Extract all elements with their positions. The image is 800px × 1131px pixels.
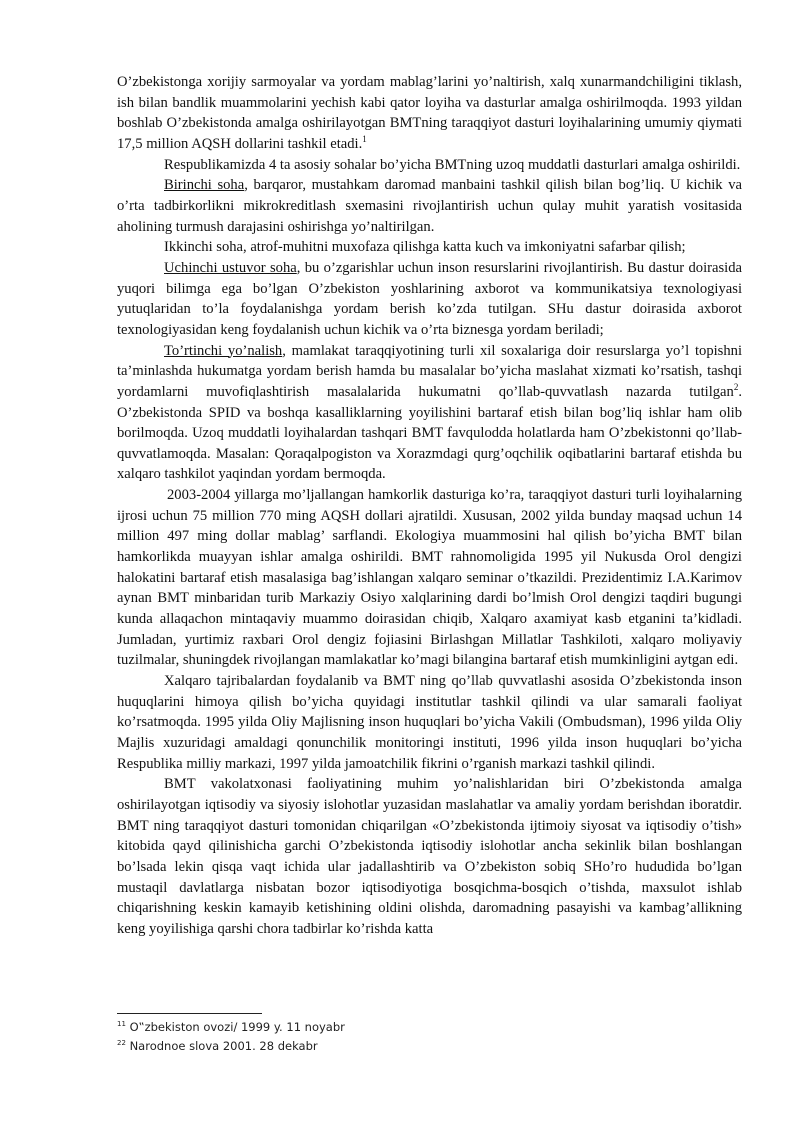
footnote-ref-1[interactable]: 1 <box>362 134 367 145</box>
footnote-2 <box>117 1037 742 1056</box>
footnote-divider <box>117 1013 262 1014</box>
footnote-text: O‟zbekiston ovozi/ 1999 y. 11 noyabr <box>125 1020 345 1034</box>
paragraph-text: , bu o’zgarishlar uchun inson resurslarini rivojlantirish. Bu dastur doirasida yuqori bilimga ega bo’lgan O’zbekiston yoshlarining axborot va kommunikatsiya texnologiyasi yutuqlaridan to’la foydalanishga yordam berish ko’zda tutilgan. SHu dastur doirasida axborot texnologiyasidan keng foydalanish uchun kichik va o’rta biznesga yordam beriladi; <box>117 259 742 338</box>
paragraph-6 <box>117 341 742 486</box>
heading-underlined: To’rtinchi yo’nalish <box>164 342 283 359</box>
paragraph-7: 2003-2004 yillarga mo’ljallangan hamkorlik dasturiga ko’ra, taraqqiyot dasturi turli loyihalarning ijrosi uchun 75 million 770 ming AQSH dollari ajratildi. Xususan, 2002 yilda bunday maqsad uchun 14 million 497 ming dollar mablag’ sarflandi. Ekologiya muammosini hal qilish bo’yicha BMT bilan hamkorlikda muayyan ishlar amalga oshirildi. BMT rahnomoligida 1995 yil Nukusda Orol dengizi halokatini bartaraf etish masalasiga bag’ishlangan xalqaro seminar o’tkazildi. Prezidentimiz I.A.Karimov aynan BMT minbaridan turib Markaziy Osiyo xalqlarining dardi bo’lmish Orol dengizi taqdiri bugungi kunda allaqachon mintaqaviy muammo doirasidan chiqib, Xalqaro axamiyat kasb etganini ta’kidladi. Jumladan, yurtimiz raxbari Orol dengiz fojiasini Birlashgan Millatlar Tashkiloti, xalqaro moliyaviy tuzilmalar, shuningdek rivojlangan mamlakatlar ko’magi bilangina bartaraf etish mumkinligini aytgan edi. <box>117 487 742 669</box>
paragraph-1 <box>117 72 742 155</box>
body-text <box>117 72 742 940</box>
heading-underlined: Birinchi soha <box>164 177 245 194</box>
footnote-mark: 11 <box>117 1020 126 1029</box>
paragraph-text: O’zbekistonga xorijiy sarmoyalar va yordam mablag’larini yo’naltirish, xalq xunarmandchiligini tiklash, ish bilan bandlik muammolarini yechish kabi qator loyiha va dasturlar amalga oshirilmoqda. 1993 yildan boshlab O’zbekistonda amalga oshirilayotgan BMTning taraqqiyot dasturi loyihalarining umumiy qiymati 17,5 million AQSH dollarini tashkil etadi. <box>117 74 742 152</box>
paragraph-8: Xalqaro tajribalardan foydalanib va BMT ning qo’llab quvvatlashi asosida O’zbekistonda inson huquqlarini himoya qilish bo’yicha quyidagi institutlar tashkil qilindi va ular samarali faoliyat ko’rsatmoqda. 1995 yilda Oliy Majlisning inson huquqlari bo’yicha Vakili (Ombudsman), 1996 yilda Oliy Majlis xuzuridagi amaldagi qonunchilik monitoringi instituti, 1996 yilda inson huquqlari bo’yicha Respublika milliy markazi, 1997 yilda jamoatchilik fikrini o’rganish markazi tashkil qilindi. <box>117 673 742 772</box>
paragraph-text: , mamlakat taraqqiyotining turli xil soxalariga doir resurslarga yo’l topishni ta’minlashda hukumatga yordam berish hamda bu masalalar bo’yicha maslahat xizmati ko’rsatish, tashqi yordamlarni muvofiqlashtirish masalalarida hukumatni qo’llab-quvvatlash nazarda tutilgan <box>117 342 742 400</box>
paragraph-3 <box>117 175 742 237</box>
footnote-mark: 22 <box>117 1039 126 1048</box>
heading-underlined: Uchinchi ustuvor soha <box>164 259 297 276</box>
paragraph-text: . O’zbekistonda SPID va boshqa kasalliklarning yoyilishini bartaraf etish bilan bog’liq ishlar ham olib borilmoqda. Uzoq muddatli loyihalardan tashqari BMT favqulodda holatlarda ham O’zbekistonni qo’llab-quvvatlamoqda. Masalan: Qoraqalpogiston va Xorazmdagi qurg’oqchilik oqibatlarini bartaraf etishda bu xalqaro tashkilot yaqindan yordam bermoqda. <box>117 383 742 483</box>
footnote-text: Narodnoe slova 2001. 28 dekabr <box>125 1039 318 1053</box>
footnote-ref-2[interactable]: 2 <box>733 381 739 392</box>
footnotes <box>117 1018 742 1056</box>
footnote-1 <box>117 1018 742 1037</box>
paragraph-9: BMT vakolatxonasi faoliyatining muhim yo’nalishlaridan biri O’zbekistonda amalga oshirilayotgan iqtisodiy va siyosiy islohotlar yuzasidan maslahatlar va amaliy yordam berishdan iboratdir. BMT ning taraqqiyot dasturi tomonidan chiqarilgan «O’zbekistonda ijtimoiy siyosat va iqtisodiy o’tish» kitobida qayd qilinishicha garchi O’zbekistonda iqtisodiy islohotlar ancha sekinlik bilan boshlangan bo’lsada lekin qisqa vaqt ichida ular jadallashtirib va O’zbekiston sobiq SHo’ro hududida bo’lgan mustaqil davlatlarga nisbatan bozor iqtisodiyotiga bosqichma-bosqich o’tishda, maxsulot ishlab chiqarishning keskin kamayib ketishining oldini olishda, daromadning pasayishi va kambag’allikning keng yoyilishiga qarshi chora tadbirlar ko’rishda katta <box>117 776 742 937</box>
paragraph-2: Respublikamizda 4 ta asosiy sohalar bo’yicha BMTning uzoq muddatli dasturlari amalga oshirildi. <box>164 156 741 173</box>
paragraph-5 <box>117 258 742 341</box>
paragraph-4: Ikkinchi soha, atrof-muhitni muxofaza qilishga katta kuch va imkoniyatni safarbar qilish; <box>164 239 686 256</box>
paragraph-text: , barqaror, mustahkam daromad manbaini tashkil qilish bilan bog’liq. U kichik va o’rta tadbirkorlikni mikrokreditlash sxemasini rivojlantirish uchun qulay muhit yaratish vositasida aholining turmush darajasini oshirishga yo’naltirilgan. <box>117 177 743 235</box>
